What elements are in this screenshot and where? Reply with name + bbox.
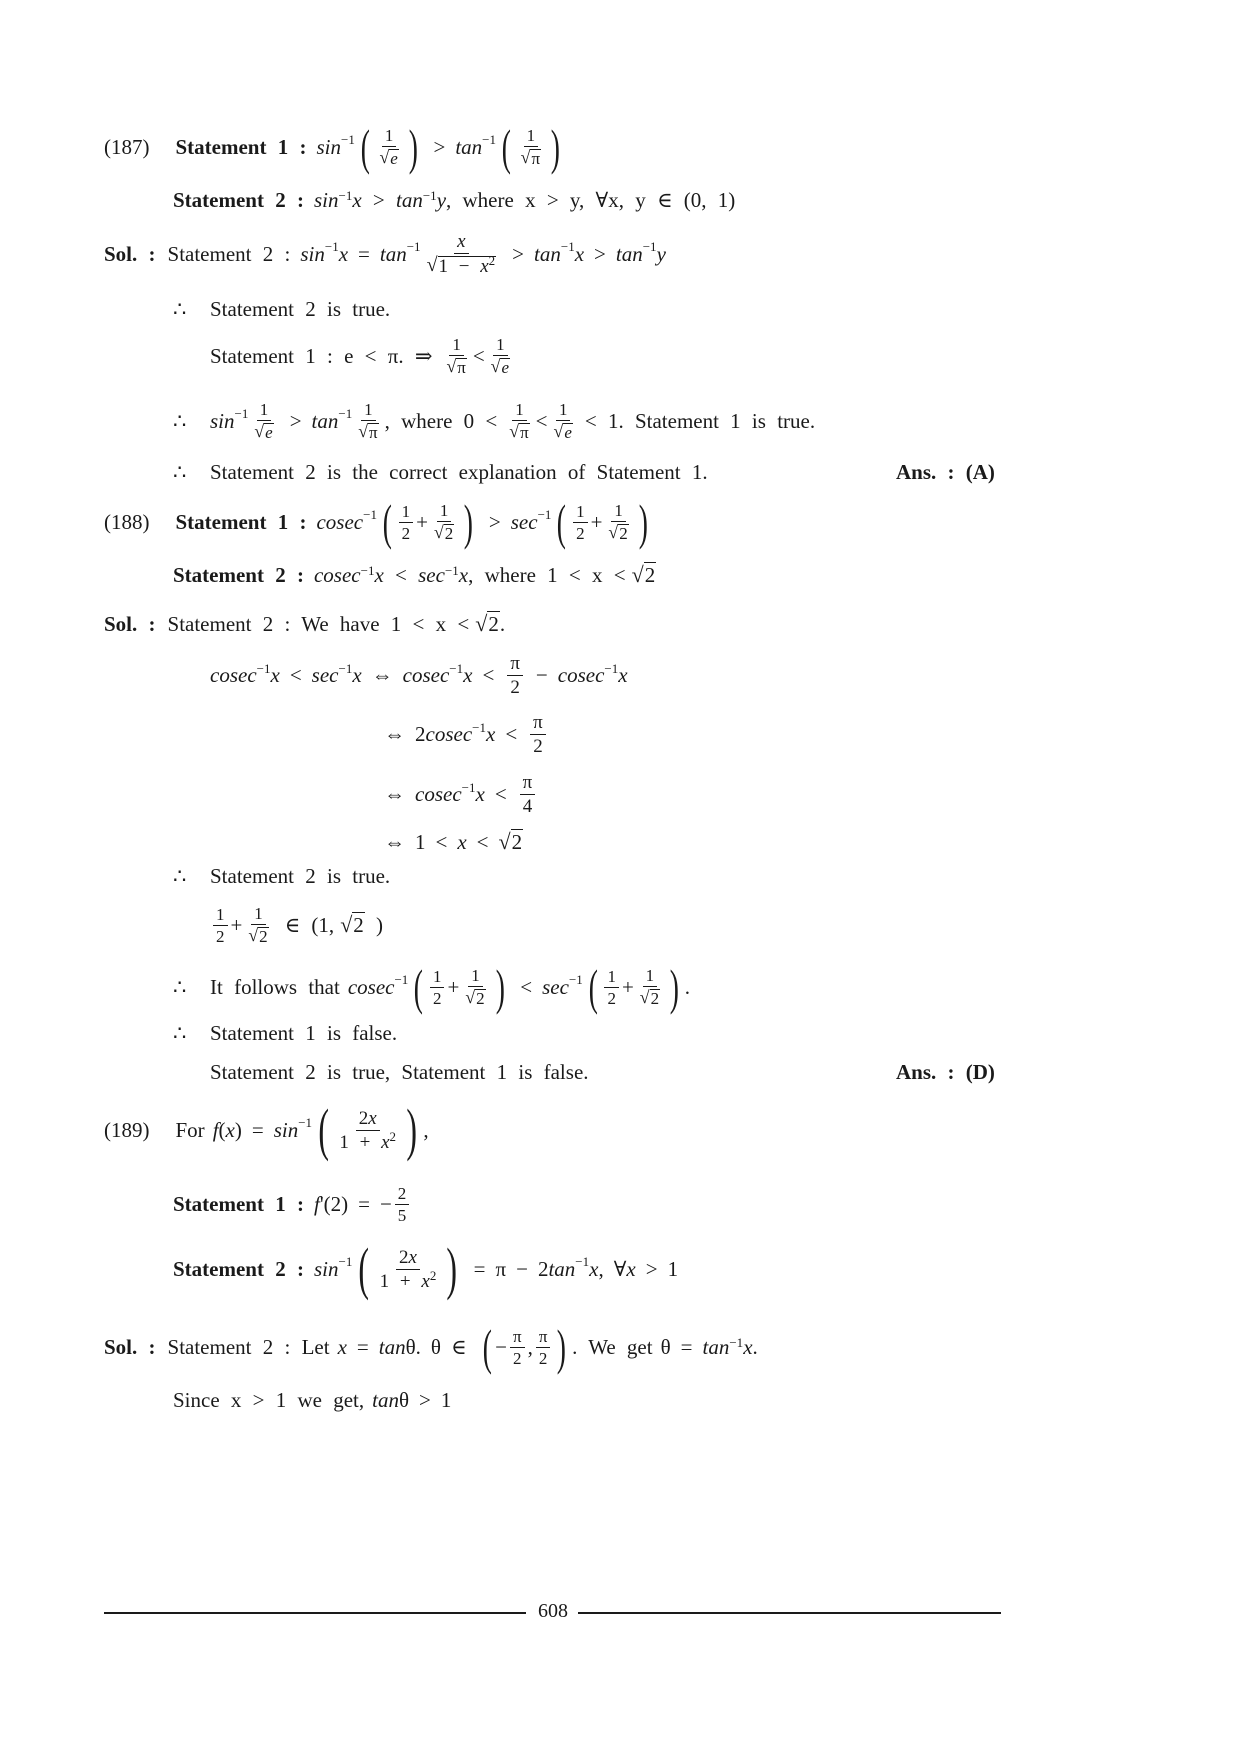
therefore-symbol: ∴ bbox=[173, 297, 187, 321]
problem-188-statement-2 bbox=[173, 562, 656, 588]
sqrt-2: √ 2 bbox=[475, 611, 499, 636]
math-expression: $\theta = \tan^{-1}x$. bbox=[660, 1334, 758, 1359]
therefore-symbol: ∴ bbox=[173, 974, 187, 999]
problem-188-s1-false bbox=[173, 1021, 397, 1046]
problem-189-since bbox=[173, 1388, 451, 1413]
statement-1-label: Statement 1 : bbox=[173, 1192, 304, 1216]
math-expression: sin $^{-1}$ x = tan $^{-1}$ x √ $1 - x^2$ > tan $^{-1}$ x > tan $^{-1}$ y bbox=[300, 231, 666, 277]
math-expression: 1 √ π < 1 √ e bbox=[509, 400, 572, 442]
problem-number: (188) bbox=[104, 509, 150, 534]
problem-number: (187) bbox=[104, 134, 150, 159]
problem-188-step-1: cosec $^{-1}$ x < sec $^{-1}$ x ⇔ cosec $^{-1}$ x < $\frac{\pi}{2}$ − cosec $^{-1}$ x bbox=[210, 653, 628, 698]
footer-rule-right bbox=[578, 1612, 1001, 1614]
math-expression: cosec $^{-1}$ ( $\frac{1}{2}$ + 1 √ 2 ) < sec $^{-1}$ ( $\frac{1}{2}$ + 1 √ 2 ) . bbox=[347, 959, 690, 1015]
math-expression: f '(2) = − $\frac{2}{5}$ bbox=[314, 1185, 412, 1224]
sol-label: Sol. : bbox=[104, 241, 156, 266]
problem-188-step-3: ⇔ cosec $^{-1}$ x < $\frac{\pi}{4}$ bbox=[384, 773, 538, 816]
problem-187-statement-2 bbox=[173, 188, 735, 213]
where-text: , where 1 < x < bbox=[468, 562, 626, 587]
problem-189-intro bbox=[104, 1097, 429, 1162]
math-expression: tanθ > 1 bbox=[372, 1388, 452, 1412]
problem-187-inequality bbox=[173, 401, 815, 441]
iff-symbol: ⇔ bbox=[371, 663, 393, 687]
problem-188-statement-1 bbox=[104, 494, 653, 550]
sqrt-2: √ 2 bbox=[631, 562, 656, 587]
statement-1-label: Statement 1 : bbox=[175, 509, 307, 534]
sol-intro: Statement 2 : Let bbox=[167, 1334, 330, 1359]
text-line: Statement 2 is the correct explanation of Statement 1. bbox=[210, 460, 708, 484]
answer-187: Ans. : (A) bbox=[896, 460, 995, 484]
iff-symbol: ⇔ bbox=[384, 782, 405, 806]
sol-intro: Statement 2 : We have 1 < x < bbox=[167, 611, 470, 636]
problem-188-s2-true bbox=[173, 864, 390, 889]
problem-187-solution-line bbox=[104, 232, 666, 276]
problem-188-step-4: ⇔ 1 < x < √ 2 bbox=[384, 829, 523, 854]
therefore-symbol: ∴ bbox=[173, 1021, 187, 1045]
problem-189-solution-line bbox=[104, 1319, 758, 1375]
problem-188-solution-line: Sol. : Statement 2 : We have 1 < x < √ 2 . bbox=[104, 611, 506, 636]
problem-188-summary: Statement 2 is true, Statement 1 is false. bbox=[210, 1060, 589, 1084]
therefore-symbol: ∴ bbox=[173, 460, 187, 484]
math-expression: sin $^{-1}$ ( $\frac{2x}{1 + x^2}$ ) = π − 2 tan $^{-1}$ x , ∀ x > 1 bbox=[313, 1236, 679, 1301]
problem-number: (189) bbox=[104, 1117, 150, 1142]
statement-2-label: Statement 2 : bbox=[173, 188, 304, 212]
math-expression: f ( x ) = sin $^{-1}$ ( $\frac{2x}{1 + x^2}$ ) , bbox=[212, 1097, 429, 1162]
therefore-symbol: ∴ bbox=[173, 864, 187, 888]
problem-187-statement-1 bbox=[104, 119, 566, 175]
sol-intro: Statement 2 : bbox=[167, 241, 291, 266]
sol-label: Sol. : bbox=[104, 611, 156, 636]
math-expression: sin $^{-1}$ ( 1 √ e ) > tan $^{-1}$ ( 1 √ π ) bbox=[316, 119, 560, 175]
text-line: Since x > 1 we get, bbox=[173, 1388, 365, 1412]
answer-188: Ans. : (D) bbox=[896, 1060, 995, 1084]
problem-188-step-2: ⇔ 2 cosec $^{-1}$ x < $\frac{\pi}{2}$ bbox=[384, 713, 549, 756]
page-number: 608 bbox=[538, 1600, 568, 1622]
math-expression: sin $^{-1}$ 1 √ e > tan $^{-1}$ 1 √ π bbox=[210, 400, 378, 442]
statement-2-text: , where x > y, ∀x, y ∈ (0, 1) bbox=[446, 188, 736, 212]
problem-187-statement-1-check bbox=[210, 336, 516, 376]
math-expression: x = tan θ. θ ∈ ( − $\frac{\pi}{2}$ , $\frac{\pi}{2}$ ) bbox=[337, 1319, 567, 1375]
statement-2-label: Statement 2 : bbox=[173, 562, 304, 587]
we-get-text: . We get bbox=[572, 1334, 653, 1359]
statement-2-label: Statement 2 : bbox=[173, 1256, 304, 1281]
footer-rule-left bbox=[104, 1612, 526, 1614]
text-line: Statement 1 : e < π. ⇒ bbox=[210, 343, 433, 368]
math-expression: $cosec^{-1}x < \sec^{-1}x$ bbox=[313, 562, 469, 587]
math-expression: 1 √ π < 1 √ e bbox=[446, 335, 510, 377]
math-expression: cosec $^{-1}$ ( $\frac{1}{2}$ + 1 √ 2 ) > sec $^{-1}$ ( $\frac{1}{2}$ + 1 √ 2 ) bbox=[316, 494, 648, 550]
text-line: Statement 1 is false. bbox=[210, 1021, 398, 1045]
iff-symbol: ⇔ bbox=[384, 829, 405, 854]
for-text: For bbox=[175, 1117, 205, 1142]
problem-189-statement-1 bbox=[173, 1185, 412, 1224]
therefore-symbol: ∴ bbox=[173, 408, 187, 433]
text-line: Statement 2 is true. bbox=[210, 864, 391, 888]
text-line: It follows that bbox=[210, 974, 340, 999]
where-text: , where 0 < bbox=[384, 408, 498, 433]
text-line: < 1. Statement 1 is true. bbox=[584, 408, 816, 433]
statement-1-label: Statement 1 : bbox=[175, 134, 307, 159]
math-expression: $\sin^{-1}x > \tan^{-1}y$ bbox=[313, 188, 447, 212]
problem-188-membership: $\frac{1}{2}$ + 1 √ 2 ∈ (1, √ 2 ) bbox=[210, 905, 383, 945]
iff-symbol: ⇔ bbox=[384, 722, 405, 746]
problem-188-follows bbox=[173, 959, 690, 1015]
text-line: Statement 2 is true. bbox=[210, 297, 391, 321]
problem-187-s2-true bbox=[173, 297, 390, 322]
sol-label: Sol. : bbox=[104, 1334, 156, 1359]
problem-187-conclusion bbox=[173, 460, 708, 485]
problem-189-statement-2 bbox=[173, 1236, 679, 1301]
membership-text: ∈ (1, bbox=[284, 912, 335, 937]
